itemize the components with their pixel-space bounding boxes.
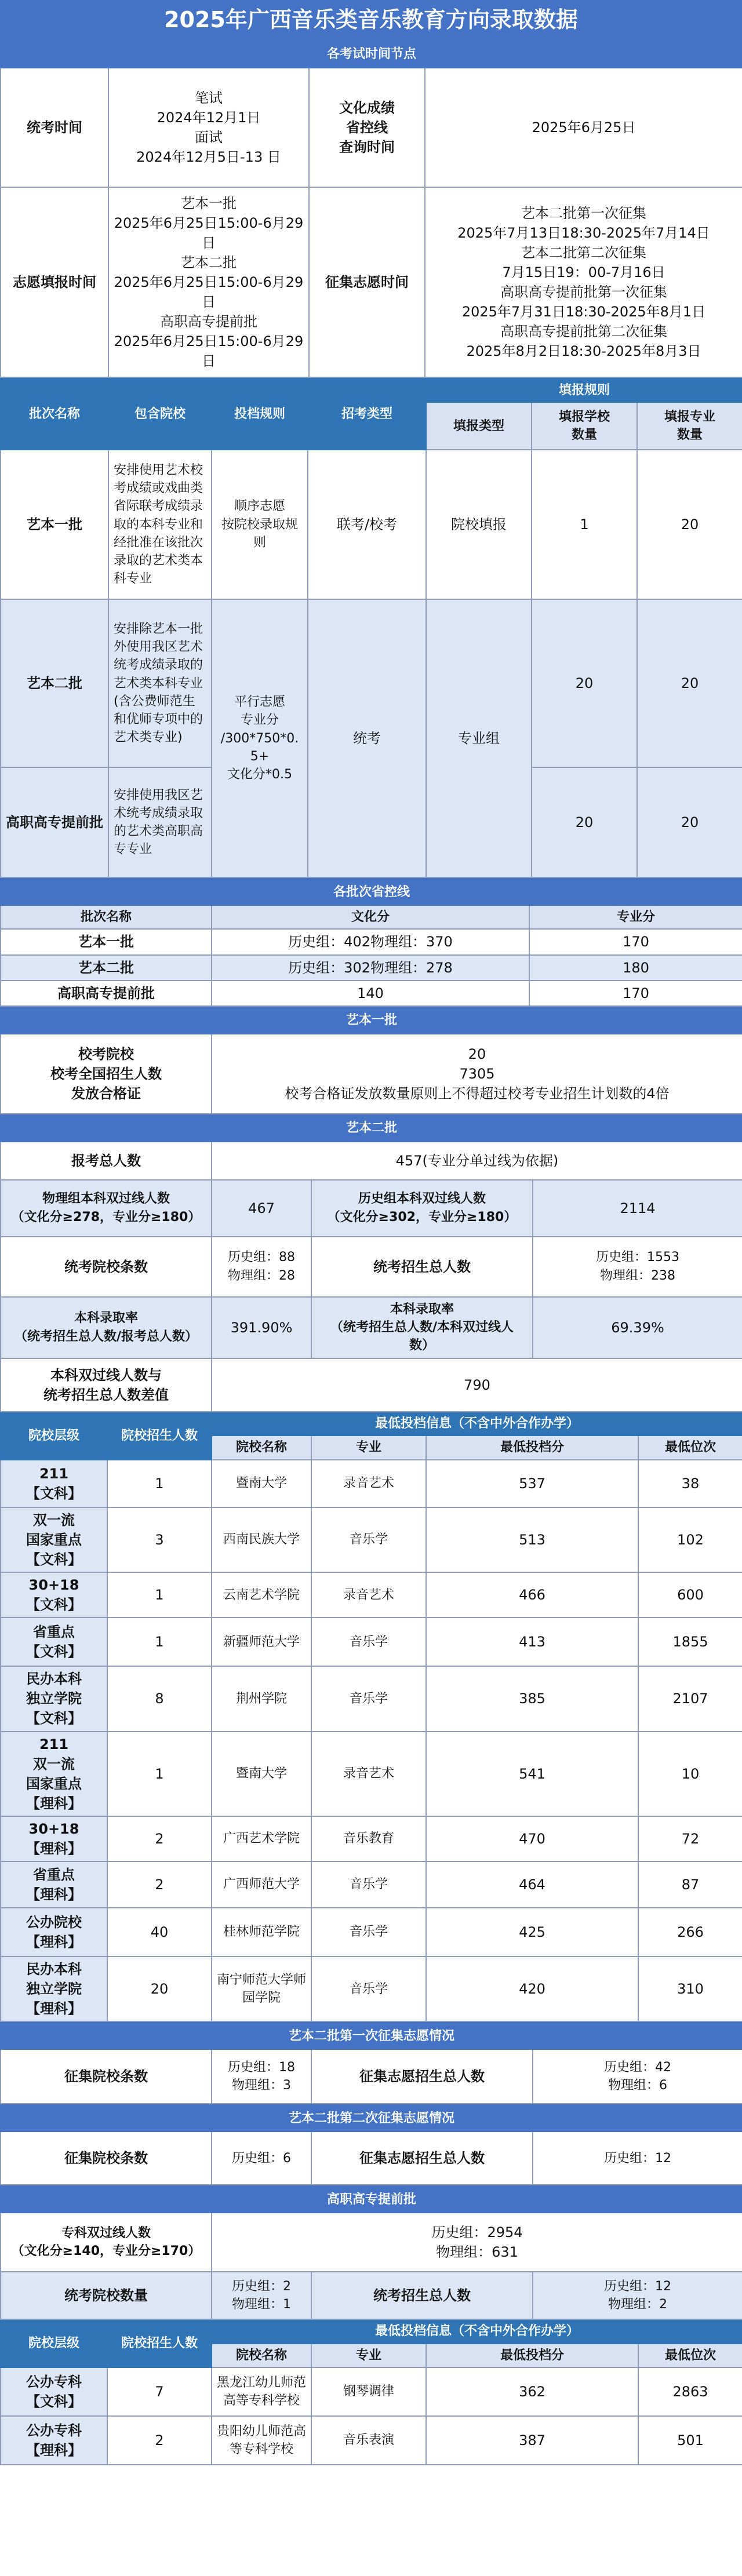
table-row-level: 公办院校 【理科】 (1, 1908, 107, 1956)
apply-total-label: 报考总人数 (1, 1142, 212, 1180)
table-row-level: 民办本科 独立学院 【文科】 (1, 1666, 107, 1731)
school-exam-label: 校考院校 校考全国招生人数 发放合格证 (1, 1034, 212, 1114)
col-major: 专业 (311, 1435, 426, 1460)
admission-rate1-value: 391.90% (212, 1297, 311, 1358)
table-row-count: 1 (107, 1617, 212, 1666)
first-collection-section-title: 艺本二批第一次征集志愿情况 (1, 2023, 742, 2049)
vocational-pass-value: 历史组：2954 物理组：631 (212, 2213, 742, 2272)
collect-school-count-value: 历史组：6 (212, 2132, 311, 2185)
table-row-count: 7 (107, 2367, 212, 2416)
collect-plan-total-label: 征集志愿招生总人数 (311, 2049, 533, 2104)
batch-name: 艺本二批 (1, 599, 108, 767)
table-row-rank: 1855 (638, 1617, 742, 1666)
table-row-major: 音乐学 (311, 1617, 426, 1666)
first-batch-section-title: 艺本一批 (1, 1007, 742, 1034)
table-row-count: 40 (107, 1908, 212, 1956)
table-row-school: 黑龙江幼儿师范 高等专科学校 (212, 2367, 311, 2416)
physics-pass-label: 物理组本科双过线人数 （文化分≥278，专业分≥180） (1, 1180, 212, 1237)
table-row-school: 桂林师范学院 (212, 1908, 311, 1956)
col-school-level: 院校层级 (1, 1412, 107, 1460)
application-time-value: 艺本一批 2025年6月25日15:00-6月29日 艺本二批 2025年6月25日15:00-6月29日 高职高专提前批 2025年6月25日15:00-6月29日 (108, 187, 309, 377)
batch-school-count: 20 (532, 599, 637, 767)
col-fill-type: 填报类型 (426, 402, 532, 450)
vocational-plan-total-value: 历史组：12 物理组：2 (533, 2272, 742, 2319)
score-query-value: 2025年6月25日 (425, 68, 742, 187)
table-row-major: 音乐学 (311, 1507, 426, 1572)
collect-plan-total-value: 历史组：42 物理组：6 (533, 2049, 742, 2104)
col-school-count: 填报学校 数量 (532, 402, 637, 450)
table-row-level: 211 【文科】 (1, 1460, 107, 1507)
table-row-rank: 10 (638, 1732, 742, 1816)
col-culture-score: 文化分 (212, 905, 529, 929)
table-row-score: 466 (426, 1572, 638, 1617)
table-row-level: 30+18 【理科】 (1, 1816, 107, 1861)
col-min-rank: 最低位次 (638, 2344, 742, 2367)
score-query-label: 文化成绩 省控线 查询时间 (309, 68, 425, 187)
exam-school-count-label: 统考院校条数 (1, 1237, 212, 1297)
table-row-count: 1 (107, 1460, 212, 1507)
control-row-batch: 艺本一批 (1, 929, 212, 954)
table-row-count: 2 (107, 1816, 212, 1861)
admission-rate2-label: 本科录取率 （统考招生总人数/本科双过线人 数） (311, 1297, 533, 1358)
first-collection-table (0, 2022, 742, 2104)
batch-schools: 安排使用艺术校考成绩或戏曲类省际联考成绩录取的本科专业和经批准在该批次录取的艺术类本科专业 (108, 450, 212, 599)
table-row-count: 3 (107, 1507, 212, 1572)
physics-pass-value: 467 (212, 1180, 311, 1237)
table-row-school: 广西艺术学院 (212, 1816, 311, 1861)
second-batch-table (0, 1114, 742, 2023)
table-row-rank: 266 (638, 1908, 742, 1956)
table-row-major: 音乐学 (311, 1666, 426, 1731)
table-row-school: 广西师范大学 (212, 1861, 311, 1908)
admission-rate1-label: 本科录取率 （统考招生总人数/报考总人数） (1, 1297, 212, 1358)
table-row-score: 362 (426, 2367, 638, 2416)
table-row-score: 385 (426, 1666, 638, 1731)
second-collection-section-title: 艺本二批第二次征集志愿情况 (1, 2105, 742, 2132)
col-batch-name: 批次名称 (1, 905, 212, 929)
table-row-rank: 87 (638, 1861, 742, 1908)
col-school-name: 院校名称 (212, 1435, 311, 1460)
table-row-count: 20 (107, 1956, 212, 2021)
table-row-school: 暨南大学 (212, 1732, 311, 1816)
control-row-culture: 历史组：402物理组：370 (212, 929, 529, 954)
control-line-section-title: 各批次省控线 (1, 879, 742, 905)
table-row-major: 录音艺术 (311, 1572, 426, 1617)
control-line-table (0, 878, 742, 1006)
exam-time-value: 笔试 2024年12月1日 面试 2024年12月5日-13 日 (108, 68, 309, 187)
exam-plan-total-label: 统考招生总人数 (311, 1237, 533, 1297)
exam-time-label: 统考时间 (1, 68, 108, 187)
table-row-score: 387 (426, 2416, 638, 2465)
control-row-culture: 历史组：302物理组：278 (212, 955, 529, 981)
exam-time-section-title: 各考试时间节点 (1, 41, 742, 68)
vocational-plan-total-label: 统考招生总人数 (311, 2272, 533, 2319)
vocational-batch-table (0, 2185, 742, 2465)
col-min-score: 最低投档分 (426, 2344, 638, 2367)
table-row-school: 暨南大学 (212, 1460, 311, 1507)
min-score-title: 最低投档信息（不含中外合作办学） (212, 1412, 742, 1435)
pass-diff-value: 790 (212, 1358, 742, 1412)
table-row-rank: 2863 (638, 2367, 742, 2416)
second-collection-table (0, 2104, 742, 2185)
col-min-rank: 最低位次 (638, 1435, 742, 1460)
collection-time-value: 艺本二批第一次征集 2025年7月13日18:30-2025年7月14日 艺本二批第二次征集 7月15日19：00-7月16日 高职高专提前批第一次征集 2025年7月31日18:30-2025年8月1日 高职高专提前批第二次征集 2025年8月2日18:30-2025年8月3日 (425, 187, 742, 377)
table-row-score: 470 (426, 1816, 638, 1861)
table-row-school: 南宁师范大学师 园学院 (212, 1956, 311, 2021)
table-row-score: 537 (426, 1460, 638, 1507)
batch-fill-type: 院校填报 (426, 450, 532, 599)
batch-fill-type-shared: 专业组 (426, 599, 532, 877)
col-rule: 投档规则 (212, 378, 308, 450)
control-row-major: 180 (529, 955, 742, 981)
table-row-major: 录音艺术 (311, 1460, 426, 1507)
application-time-label: 志愿填报时间 (1, 187, 108, 377)
table-row-major: 音乐学 (311, 1861, 426, 1908)
table-row-rank: 310 (638, 1956, 742, 2021)
table-row-school: 贵阳幼儿师范高 等专科学校 (212, 2416, 311, 2465)
exam-plan-total-value: 历史组：1553 物理组：238 (533, 1237, 742, 1297)
table-row-score: 464 (426, 1861, 638, 1908)
exam-school-count-value: 历史组：88 物理组：28 (212, 1237, 311, 1297)
col-major-score: 专业分 (529, 905, 742, 929)
col-school-enroll: 院校招生人数 (107, 2319, 212, 2367)
table-row-score: 425 (426, 1908, 638, 1956)
exam-time-table (0, 41, 742, 378)
table-row-level: 双一流 国家重点 【文科】 (1, 1507, 107, 1572)
table-row-level: 211 双一流 国家重点 【理科】 (1, 1732, 107, 1816)
page-title: 2025年广西音乐类音乐教育方向录取数据 (1, 1, 741, 40)
table-row-level: 省重点 【理科】 (1, 1861, 107, 1908)
batch-rule: 顺序志愿 按院校录取规则 (212, 450, 308, 599)
table-row-level: 30+18 【文科】 (1, 1572, 107, 1617)
batch-schools: 安排除艺本一批外使用我区艺术统考成绩录取的艺术类本科专业(含公费师范生和优师专项中的艺术类专业) (108, 599, 212, 767)
table-row-count: 8 (107, 1666, 212, 1731)
batch-major-count: 20 (637, 599, 742, 767)
batch-major-count: 20 (637, 450, 742, 599)
control-row-major: 170 (529, 929, 742, 954)
table-row-count: 1 (107, 1732, 212, 1816)
batch-major-count: 20 (637, 767, 742, 877)
vocational-school-count-value: 历史组：2 物理组：1 (212, 2272, 311, 2319)
second-batch-section-title: 艺本二批 (1, 1115, 742, 1142)
table-row-school: 荆州学院 (212, 1666, 311, 1731)
first-batch-table (0, 1007, 742, 1114)
batch-school-count: 1 (532, 450, 637, 599)
table-row-major: 音乐学 (311, 1956, 426, 2021)
table-row-school: 西南民族大学 (212, 1507, 311, 1572)
col-school-enroll: 院校招生人数 (107, 1412, 212, 1460)
table-row-level: 公办专科 【理科】 (1, 2416, 107, 2465)
batch-name: 高职高专提前批 (1, 767, 108, 877)
history-pass-value: 2114 (533, 1180, 742, 1237)
pass-diff-label: 本科双过线人数与 统考招生总人数差值 (1, 1358, 212, 1412)
table-row-rank: 38 (638, 1460, 742, 1507)
batch-school-count: 20 (532, 767, 637, 877)
batch-rules-table (0, 378, 742, 878)
col-major: 专业 (311, 2344, 426, 2367)
table-row-rank: 102 (638, 1507, 742, 1572)
table-row-level: 公办专科 【文科】 (1, 2367, 107, 2416)
table-row-school: 新疆师范大学 (212, 1617, 311, 1666)
table-row-rank: 72 (638, 1816, 742, 1861)
col-school-level: 院校层级 (1, 2319, 107, 2367)
batch-name: 艺本一批 (1, 450, 108, 599)
admission-rate2-value: 69.39% (533, 1297, 742, 1358)
col-school-name: 院校名称 (212, 2344, 311, 2367)
table-row-score: 513 (426, 1507, 638, 1572)
table-row-major: 钢琴调律 (311, 2367, 426, 2416)
table-row-score: 413 (426, 1617, 638, 1666)
control-row-major: 170 (529, 981, 742, 1006)
vocational-pass-label: 专科双过线人数 （文化分≥140，专业分≥170） (1, 2213, 212, 2272)
table-row-major: 音乐学 (311, 1908, 426, 1956)
control-row-batch: 高职高专提前批 (1, 981, 212, 1006)
collect-school-count-label: 征集院校条数 (1, 2132, 212, 2185)
control-row-batch: 艺本二批 (1, 955, 212, 981)
table-row-count: 1 (107, 1572, 212, 1617)
batch-type-shared: 统考 (308, 599, 426, 877)
table-row-rank: 2107 (638, 1666, 742, 1731)
table-row-count: 2 (107, 2416, 212, 2465)
apply-total-value: 457(专业分单过线为依据) (212, 1142, 742, 1180)
table-row-major: 录音艺术 (311, 1732, 426, 1816)
history-pass-label: 历史组本科双过线人数 （文化分≥302，专业分≥180） (311, 1180, 533, 1237)
col-schools: 包含院校 (108, 378, 212, 450)
col-fill-rule: 填报规则 (426, 378, 742, 402)
vocational-section-title: 高职高专提前批 (1, 2186, 742, 2213)
batch-schools: 安排使用我区艺术统考成绩录取的艺术类高职高专专业 (108, 767, 212, 877)
table-row-major: 音乐教育 (311, 1816, 426, 1861)
col-batch-name: 批次名称 (1, 378, 108, 450)
title-table (0, 0, 742, 41)
school-exam-value: 20 7305 校考合格证发放数量原则上不得超过校考专业招生计划数的4倍 (212, 1034, 742, 1114)
table-row-rank: 501 (638, 2416, 742, 2465)
batch-type: 联考/校考 (308, 450, 426, 599)
col-min-score: 最低投档分 (426, 1435, 638, 1460)
collect-plan-total-value: 历史组：12 (533, 2132, 742, 2185)
collect-plan-total-label: 征集志愿招生总人数 (311, 2132, 533, 2185)
table-row-count: 2 (107, 1861, 212, 1908)
col-type: 招考类型 (308, 378, 426, 450)
batch-rule-shared: 平行志愿 专业分 /300*750*0.5+ 文化分*0.5 (212, 599, 308, 877)
collect-school-count-label: 征集院校条数 (1, 2049, 212, 2104)
vocational-school-count-label: 统考院校数量 (1, 2272, 212, 2319)
table-row-score: 541 (426, 1732, 638, 1816)
table-row-major: 音乐表演 (311, 2416, 426, 2465)
table-row-level: 民办本科 独立学院 【理科】 (1, 1956, 107, 2021)
control-row-culture: 140 (212, 981, 529, 1006)
table-row-rank: 600 (638, 1572, 742, 1617)
collect-school-count-value: 历史组：18 物理组：3 (212, 2049, 311, 2104)
collection-time-label: 征集志愿时间 (309, 187, 425, 377)
min-score-title: 最低投档信息（不含中外合作办学） (212, 2319, 742, 2343)
col-major-count: 填报专业 数量 (637, 402, 742, 450)
table-row-level: 省重点 【文科】 (1, 1617, 107, 1666)
table-row-score: 420 (426, 1956, 638, 2021)
table-row-school: 云南艺术学院 (212, 1572, 311, 1617)
